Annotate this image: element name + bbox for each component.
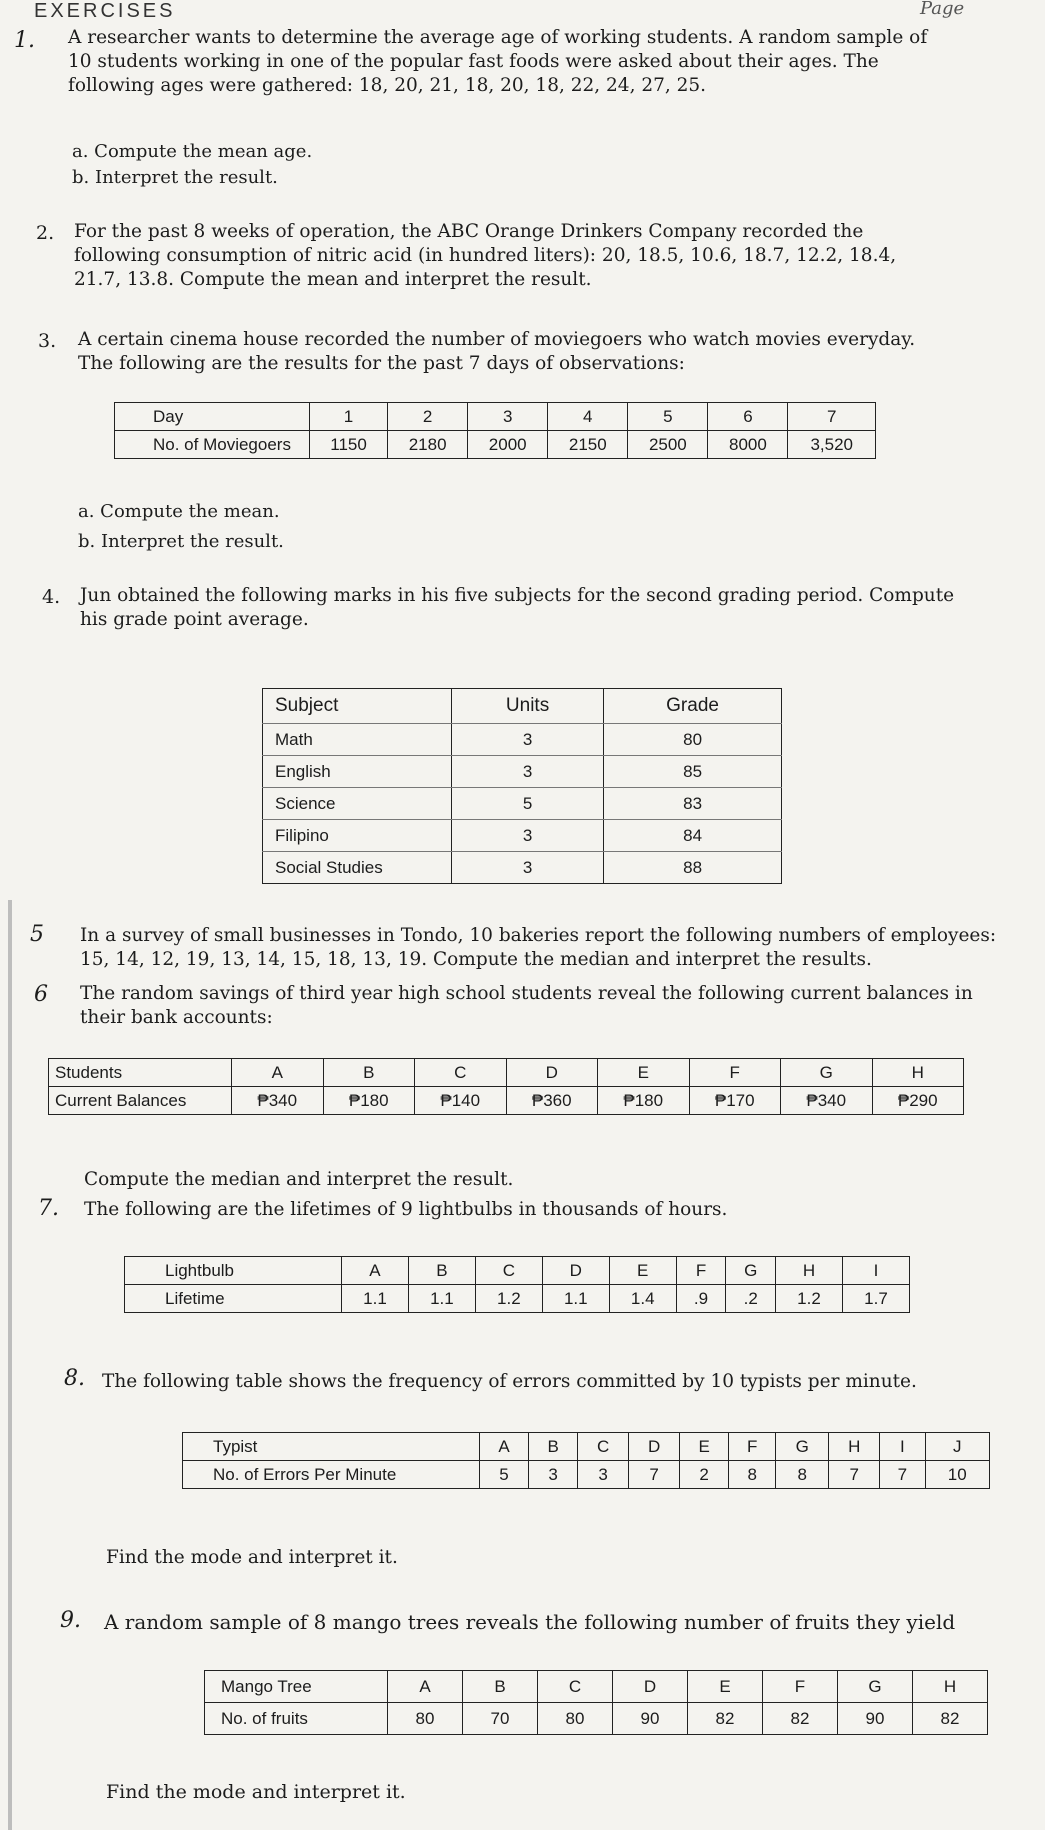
table-cell: 1.1 xyxy=(408,1285,475,1313)
page-edge-shadow xyxy=(8,900,12,1830)
table-cell: 5 xyxy=(480,1461,529,1489)
table-cell: B xyxy=(408,1257,475,1285)
table-cell: No. of fruits xyxy=(205,1703,388,1735)
table-header: Grade xyxy=(604,689,782,724)
table-cell: 1.1 xyxy=(542,1285,609,1313)
table-cell: 2500 xyxy=(628,431,708,459)
table-cell: 6 xyxy=(708,403,788,431)
table-cell: 4 xyxy=(548,403,628,431)
table-cell: No. of Moviegoers xyxy=(115,431,310,459)
table-cell: D xyxy=(613,1671,688,1703)
table-cell: 80 xyxy=(388,1703,463,1735)
q5-number: 5 xyxy=(30,922,44,947)
table-cell: E xyxy=(680,1433,729,1461)
q1-part-b: b. Interpret the result. xyxy=(72,167,278,188)
table-cell: A xyxy=(480,1433,529,1461)
table-cell: Day xyxy=(115,403,310,431)
lightbulb-table xyxy=(124,1256,910,1313)
table-cell: 2 xyxy=(388,403,468,431)
table-cell: B xyxy=(529,1433,578,1461)
q2-text: For the past 8 weeks of operation, the ABC Orange Drinkers Company recorded the following consumption of nitric acid (in hundred liters): 20, 18.5, 10.6, 18.7, 12.2, 18.4, 21.7, 13.8. Compute the mean and interpret the result. xyxy=(74,221,897,290)
table-cell: 3,520 xyxy=(788,431,876,459)
table-cell: 82 xyxy=(913,1703,988,1735)
q7-text: The following are the lifetimes of 9 lightbulbs in thousands of hours. xyxy=(84,1199,728,1220)
table-header: Subject xyxy=(263,689,452,724)
q8-number: 8. xyxy=(64,1366,85,1391)
table-cell: 3 xyxy=(452,820,604,852)
table-row xyxy=(263,689,782,724)
table-cell: E xyxy=(598,1059,690,1087)
table-cell: ₱170 xyxy=(689,1087,781,1115)
table-cell: G xyxy=(838,1671,913,1703)
table-cell: 1.2 xyxy=(776,1285,843,1313)
table-cell: B xyxy=(323,1059,415,1087)
table-cell: 82 xyxy=(688,1703,763,1735)
table-cell: 5 xyxy=(628,403,708,431)
q9-instruction: Find the mode and interpret it. xyxy=(106,1781,406,1803)
table-cell: F xyxy=(689,1059,781,1087)
table-cell: 3 xyxy=(452,852,604,884)
table-row xyxy=(263,724,782,756)
table-cell: 3 xyxy=(578,1461,629,1489)
table-cell: G xyxy=(781,1059,873,1087)
table-cell: 70 xyxy=(463,1703,538,1735)
table-cell: H xyxy=(913,1671,988,1703)
table-cell: 80 xyxy=(538,1703,613,1735)
page-mark: Page xyxy=(920,0,965,19)
table-row xyxy=(205,1703,988,1735)
table-cell: Math xyxy=(263,724,452,756)
moviegoers-table xyxy=(114,402,876,459)
table-cell: 1.4 xyxy=(609,1285,676,1313)
q4-text: Jun obtained the following marks in his five subjects for the second grading period. Compute his grade point average. xyxy=(80,585,955,630)
table-cell: ₱140 xyxy=(415,1087,507,1115)
table-cell: 3 xyxy=(529,1461,578,1489)
table-cell: Lifetime xyxy=(125,1285,342,1313)
table-cell: 1.1 xyxy=(342,1285,409,1313)
table-row xyxy=(205,1671,988,1703)
table-cell: 1150 xyxy=(310,431,388,459)
table-cell: A xyxy=(232,1059,324,1087)
table-row xyxy=(49,1059,964,1087)
table-cell: A xyxy=(388,1671,463,1703)
table-cell: 84 xyxy=(604,820,782,852)
table-cell: E xyxy=(688,1671,763,1703)
table-cell: ₱180 xyxy=(598,1087,690,1115)
table-row xyxy=(263,756,782,788)
table-cell: D xyxy=(542,1257,609,1285)
balances-table xyxy=(48,1058,964,1115)
table-row xyxy=(115,403,876,431)
table-cell: 7 xyxy=(880,1461,925,1489)
table-cell: B xyxy=(463,1671,538,1703)
table-cell: 2180 xyxy=(388,431,468,459)
table-cell: Filipino xyxy=(263,820,452,852)
table-row xyxy=(125,1257,910,1285)
table-cell: 82 xyxy=(763,1703,838,1735)
table-cell: Mango Tree xyxy=(205,1671,388,1703)
table-cell: J xyxy=(925,1433,990,1461)
table-row xyxy=(49,1087,964,1115)
table-cell: F xyxy=(763,1671,838,1703)
table-cell: 90 xyxy=(613,1703,688,1735)
q5-text: In a survey of small businesses in Tondo, 10 bakeries report the following numbers of employees: 15, 14, 12, 19, 13, 14, 15, 18, 13, 19. Compute the median and interpret the results. xyxy=(80,925,997,970)
table-cell: 5 xyxy=(452,788,604,820)
table-cell: G xyxy=(776,1433,829,1461)
table-cell: C xyxy=(578,1433,629,1461)
table-cell: ₱340 xyxy=(232,1087,324,1115)
q1-part-a: a. Compute the mean age. xyxy=(72,141,313,162)
table-cell: 8 xyxy=(776,1461,829,1489)
table-cell: D xyxy=(629,1433,680,1461)
table-row xyxy=(115,431,876,459)
table-row xyxy=(263,820,782,852)
table-cell: E xyxy=(609,1257,676,1285)
table-cell: ₱340 xyxy=(781,1087,873,1115)
table-row xyxy=(263,788,782,820)
table-cell: 3 xyxy=(452,756,604,788)
table-cell: 10 xyxy=(925,1461,990,1489)
table-cell: 2000 xyxy=(468,431,548,459)
table-cell: Students xyxy=(49,1059,232,1087)
table-cell: G xyxy=(726,1257,776,1285)
table-cell: I xyxy=(842,1257,909,1285)
q6-number: 6 xyxy=(34,982,48,1007)
table-cell: 1.2 xyxy=(475,1285,542,1313)
q1-text: A researcher wants to determine the average age of working students. A random sample of 10 students working in one of the popular fast foods were asked about their ages. The following ages were gathered: 18, 20, 21, 18, 20, 18, 22, 24, 27, 25. xyxy=(68,27,928,96)
table-row xyxy=(183,1433,990,1461)
q9-number: 9. xyxy=(60,1608,81,1633)
table-row xyxy=(125,1285,910,1313)
q8-text: The following table shows the frequency of errors committed by 10 typists per minute. xyxy=(102,1371,917,1392)
table-cell: I xyxy=(880,1433,925,1461)
q9-text: A random sample of 8 mango trees reveals the following number of fruits they yield xyxy=(104,1610,956,1634)
q3-number: 3. xyxy=(38,330,57,352)
mango-fruits-table xyxy=(204,1670,988,1735)
table-cell: 7 xyxy=(829,1461,880,1489)
grades-table xyxy=(262,688,782,884)
q7-number: 7. xyxy=(38,1196,59,1221)
table-cell: .9 xyxy=(676,1285,726,1313)
table-cell: Typist xyxy=(183,1433,480,1461)
table-cell: D xyxy=(506,1059,598,1087)
table-cell: 3 xyxy=(452,724,604,756)
table-cell: Science xyxy=(263,788,452,820)
table-cell: C xyxy=(415,1059,507,1087)
table-cell: Lightbulb xyxy=(125,1257,342,1285)
table-cell: 8000 xyxy=(708,431,788,459)
table-cell: ₱180 xyxy=(323,1087,415,1115)
table-cell: 1.7 xyxy=(842,1285,909,1313)
q6-text: The random savings of third year high school students reveal the following current balances in their bank accounts: xyxy=(80,983,973,1028)
table-cell: 90 xyxy=(838,1703,913,1735)
table-cell: No. of Errors Per Minute xyxy=(183,1461,480,1489)
table-cell: F xyxy=(676,1257,726,1285)
table-cell: ₱290 xyxy=(872,1087,964,1115)
table-cell: F xyxy=(729,1433,776,1461)
table-cell: 88 xyxy=(683,857,703,877)
q3-text: A certain cinema house recorded the number of moviegoers who watch movies everyday. The following are the results for the past 7 days of observations: xyxy=(78,329,916,374)
table-cell: C xyxy=(475,1257,542,1285)
typist-errors-table xyxy=(182,1432,990,1489)
table-cell: A xyxy=(342,1257,409,1285)
table-cell: 2150 xyxy=(548,431,628,459)
table-cell: 3 xyxy=(468,403,548,431)
q3-part-a: a. Compute the mean. xyxy=(78,501,280,522)
table-row xyxy=(263,852,782,884)
page-title: EXERCISES xyxy=(34,0,176,22)
table-cell: Current Balances xyxy=(49,1087,232,1115)
table-cell: 7 xyxy=(629,1461,680,1489)
table-cell: 1 xyxy=(310,403,388,431)
table-cell: 2 xyxy=(680,1461,729,1489)
table-cell: H xyxy=(776,1257,843,1285)
table-cell: 8 xyxy=(729,1461,776,1489)
q3-part-b: b. Interpret the result. xyxy=(78,531,284,552)
table-cell: H xyxy=(872,1059,964,1087)
table-cell: 7 xyxy=(788,403,876,431)
q8-instruction: Find the mode and interpret it. xyxy=(106,1547,398,1568)
q1-number: 1. xyxy=(14,28,35,53)
table-cell: Social Studies xyxy=(263,852,452,884)
table-cell: .2 xyxy=(726,1285,776,1313)
table-cell: ₱360 xyxy=(506,1087,598,1115)
table-cell: C xyxy=(538,1671,613,1703)
table-cell: English xyxy=(263,756,452,788)
table-cell: 80 xyxy=(604,724,782,756)
table-cell: 85 xyxy=(604,756,782,788)
q2-number: 2. xyxy=(36,222,55,244)
q6-instruction: Compute the median and interpret the result. xyxy=(84,1169,514,1190)
table-header: Units xyxy=(452,689,604,724)
q4-number: 4. xyxy=(42,586,61,608)
table-cell: 83 xyxy=(604,788,782,820)
table-cell: H xyxy=(829,1433,880,1461)
table-row xyxy=(183,1461,990,1489)
